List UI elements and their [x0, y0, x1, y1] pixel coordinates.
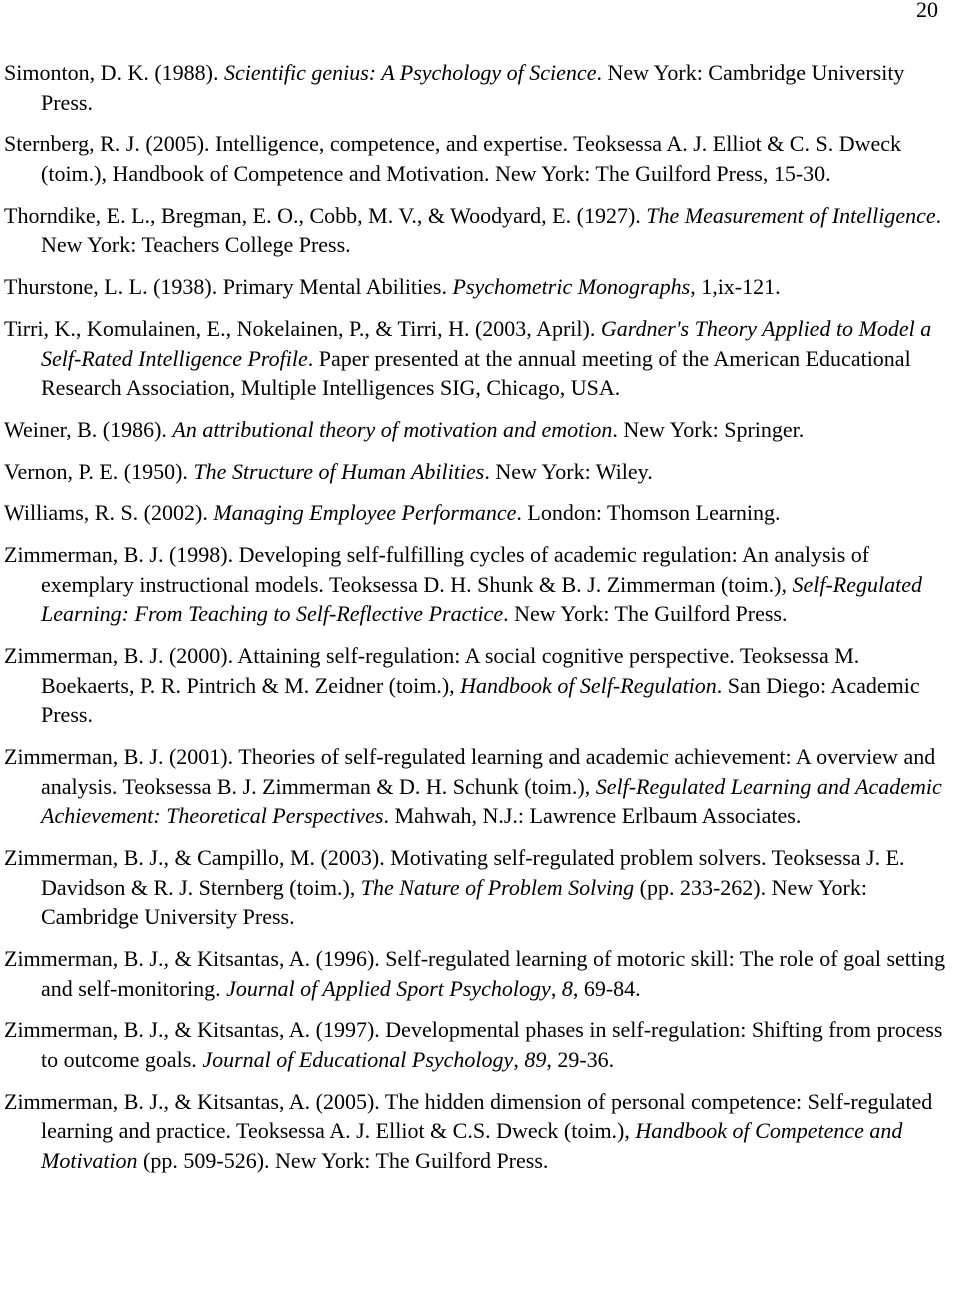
reference-italic-text: The Nature of Problem Solving [360, 874, 635, 900]
page-number: 20 [916, 0, 938, 22]
reference-entry [4, 201, 956, 260]
reference-italic-text: An attributional theory of motivation and emotion [172, 416, 613, 442]
reference-text: . New York: Springer. [612, 416, 805, 442]
reference-entry [4, 944, 956, 1003]
reference-text: , 1,ix-121. [690, 274, 781, 300]
reference-italic-text: Self-Regulated Learning and Academic Achievement: Theoretical Perspectives [41, 773, 942, 829]
reference-text: Zimmerman, B. J. (2001). Theories of self-regulated learning and academic achievement: A overview and analysis. Teoksessa B. J. Zimmerman & D. H. Schunk (toim.), [4, 744, 936, 799]
reference-text: Tirri, K., Komulainen, E., Nokelainen, P., & Tirri, H. (2003, April). [4, 315, 601, 341]
reference-entry [4, 1015, 956, 1074]
reference-text: Thurstone, L. L. (1938). Primary Mental Abilities. [4, 274, 453, 300]
reference-text: Zimmerman, B. J., & Kitsantas, A. (2005). The hidden dimension of personal competence: Self-regulated learning and practice. Teoksessa A. J. Elliot & C.S. Dweck (toim.), [4, 1088, 933, 1144]
reference-entry [4, 641, 956, 730]
reference-text: . New York: Cambridge University Press. [41, 60, 905, 115]
reference-text: Zimmerman, B. J., & Kitsantas, A. (1997). Developmental phases in self-regulation: Shifting from process to outcome goals. [4, 1017, 943, 1073]
reference-text: . San Diego: Academic Press. [41, 672, 920, 728]
reference-text: (pp. 509-526). New York: The Guilford Press. [137, 1148, 549, 1174]
reference-text: , [513, 1047, 525, 1073]
reference-italic-text: The Structure of Human Abilities [193, 458, 485, 484]
reference-entry [4, 1087, 956, 1176]
reference-italic-text: Gardner's Theory Applied to Model a Self-Rated Intelligence Profile [41, 315, 932, 371]
reference-text: (pp. 233-262). New York: Cambridge University Press. [41, 874, 867, 930]
reference-italic-text: 8 [561, 975, 573, 1001]
reference-text: Zimmerman, B. J., & Campillo, M. (2003). Motivating self-regulated problem solvers. Teoksessa J. E. Davidson & R. J. Sternberg (toim.), [4, 845, 905, 900]
reference-text: , 69-84. [572, 975, 641, 1001]
reference-entry [4, 58, 956, 117]
reference-text: . London: Thomson Learning. [516, 500, 781, 526]
reference-italic-text: Managing Employee Performance [213, 500, 517, 526]
reference-text: Williams, R. S. (2002). [4, 500, 214, 526]
reference-text: , [550, 975, 562, 1001]
reference-text: Sternberg, R. J. (2005). Intelligence, competence, and expertise. Teoksessa A. J. Elliot & C. S. Dweck (toim.), Handbook of Competence and Motivation. New York: The Guilford Press, 15-30. [4, 131, 902, 186]
reference-entry [4, 843, 956, 932]
reference-italic-text: Scientific genius: A Psychology of Science [224, 60, 597, 85]
reference-italic-text: Self-Regulated Learning: From Teaching to Self-Reflective Practice [41, 571, 922, 627]
reference-text: , 29-36. [546, 1047, 615, 1073]
reference-text: . Paper presented at the annual meeting of the American Educational Research Association, Multiple Intelligences SIG, Chicago, USA. [41, 345, 911, 401]
reference-entry [4, 129, 956, 188]
reference-italic-text: Handbook of Competence and Motivation [41, 1118, 903, 1174]
reference-italic-text: Handbook of Self-Regulation [460, 672, 717, 698]
reference-text: . Mahwah, N.J.: Lawrence Erlbaum Associates. [383, 803, 802, 829]
reference-entry [4, 314, 956, 403]
reference-italic-text: Psychometric Monographs [452, 274, 691, 300]
reference-italic-text: Journal of Educational Psychology [202, 1047, 514, 1073]
reference-text: . New York: Wiley. [484, 458, 653, 484]
reference-entry [4, 742, 956, 831]
reference-text: Zimmerman, B. J. (1998). Developing self-fulfilling cycles of academic regulation: An analysis of exemplary instructional models. Teoksessa D. H. Shunk & B. J. Zimmerman (toim.), [4, 542, 870, 597]
reference-entry [4, 540, 956, 629]
reference-text: Zimmerman, B. J., & Kitsantas, A. (1996). Self-regulated learning of motoric skill: The role of goal setting and self-monitoring. [4, 946, 946, 1001]
reference-entry [4, 498, 956, 528]
reference-italic-text: The Measurement of Intelligence [646, 202, 936, 228]
reference-entry [4, 272, 956, 302]
reference-text: Simonton, D. K. (1988). [4, 60, 224, 85]
reference-text: Zimmerman, B. J. (2000). Attaining self-regulation: A social cognitive perspective. Teoksessa M. Boekaerts, P. R. Pintrich & M. Zeidner (toim.), [4, 643, 860, 698]
reference-list [4, 58, 956, 1188]
reference-italic-text: 89 [524, 1047, 547, 1073]
reference-text: Weiner, B. (1986). [4, 416, 173, 442]
reference-text: Thorndike, E. L., Bregman, E. O., Cobb, M. V., & Woodyard, E. (1927). [4, 202, 647, 228]
reference-text: . New York: Teachers College Press. [41, 202, 942, 258]
reference-entry [4, 457, 956, 487]
reference-entry [4, 415, 956, 445]
reference-italic-text: Journal of Applied Sport Psychology [226, 975, 551, 1001]
reference-text: . New York: The Guilford Press. [503, 601, 788, 627]
reference-text: Vernon, P. E. (1950). [4, 458, 194, 484]
